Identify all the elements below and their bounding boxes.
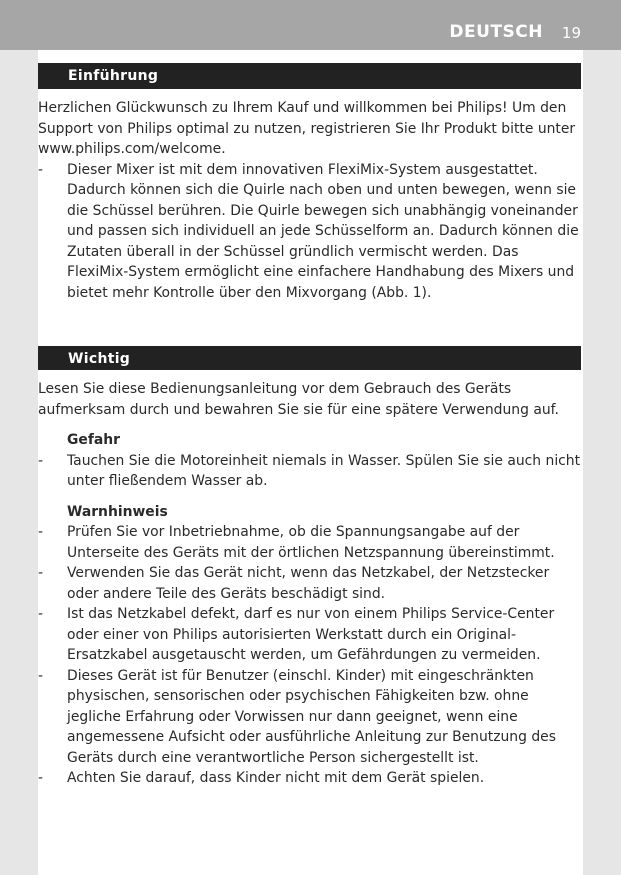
bullet-text: Ist das Netzkabel defekt, darf es nur von einem Philips Service-Center oder einer von Philips autorisierten Werkstatt durch ein Original-Ersatzkabel ausgetauscht werden, um Gefährdungen zu vermeiden. (67, 606, 555, 663)
list-item (38, 563, 581, 604)
bullet-dash: - (38, 524, 44, 540)
header-language: DEUTSCH (449, 22, 543, 42)
list-item (38, 522, 581, 563)
gefahr-heading: Gefahr (67, 432, 120, 448)
bullet-dash: - (38, 667, 44, 684)
bullet-text: Tauchen Sie die Motoreinheit niemals in Wasser. Spülen Sie sie auch nicht unter fließendem Wasser ab. (67, 452, 581, 489)
bullet-dash: - (38, 565, 44, 581)
list-item (38, 768, 581, 789)
section-heading-einfuehrung: Einführung (38, 63, 581, 89)
bullet-dash: - (38, 452, 44, 469)
warnhinweis-heading: Warnhinweis (67, 503, 168, 520)
wichtig-intro-paragraph: Lesen Sie diese Bedienungsanleitung vor dem Gebrauch des Geräts aufmerksam durch und bewahren Sie sie für eine spätere Verwendung auf. (38, 381, 559, 418)
bullet-text: Dieses Gerät ist für Benutzer (einschl. Kinder) mit eingeschränkten physischen, sensorischen oder psychischen Fähigkeiten bzw. ohne jegliche Erfahrung oder Vorwissen nur dann geeignet, wenn eine angemessene Aufsicht oder ausführliche Anleitung zur Benutzung des Geräts durch eine verantwortliche Person sichergestellt ist. (67, 667, 556, 766)
section-wichtig-body (38, 379, 581, 789)
right-margin (583, 50, 621, 875)
list-item (38, 160, 581, 304)
bullet-text: Achten Sie darauf, dass Kinder nicht mit dem Gerät spielen. (67, 770, 485, 786)
list-item (38, 604, 581, 666)
list-item (38, 666, 581, 769)
bullet-text: Prüfen Sie vor Inbetriebnahme, ob die Spannungsangabe auf der Unterseite des Geräts mit der örtlichen Netzspannung übereinstimmt. (67, 524, 555, 561)
bullet-text: Dieser Mixer ist mit dem innovativen FlexiMix-System ausgestattet. Dadurch können sich die Quirle nach oben und unten bewegen, wenn sie die Schüssel berühren. Die Quirle bewegen sich unabhängig voneinander und passen sich individuell an jede Schüsselform an. Dadurch können die Zutaten überall in der Schüssel gründlich vermischt werden. Das FlexiMix-System ermöglicht eine einfachere Handhabung des Mixers und bietet mehr Kontrolle über den Mixvorgang (Abb. 1). (67, 161, 579, 301)
bullet-text: Verwenden Sie das Gerät nicht, wenn das Netzkabel, der Netzstecker oder andere Teile des Geräts beschädigt sind. (67, 565, 550, 602)
section-heading-wichtig: Wichtig (38, 344, 581, 370)
page-number: 19 (561, 24, 581, 42)
list-item (38, 451, 581, 492)
bullet-dash: - (38, 606, 44, 622)
left-margin (0, 50, 38, 875)
section-einfuehrung-body (38, 98, 581, 303)
intro-paragraph: Herzlichen Glückwunsch zu Ihrem Kauf und willkommen bei Philips! Um den Support von Philips optimal zu nutzen, registrieren Sie Ihr Produkt bitte unter www.philips.com/welcome. (38, 100, 576, 157)
bullet-dash: - (38, 161, 44, 178)
bullet-dash: - (38, 770, 44, 786)
